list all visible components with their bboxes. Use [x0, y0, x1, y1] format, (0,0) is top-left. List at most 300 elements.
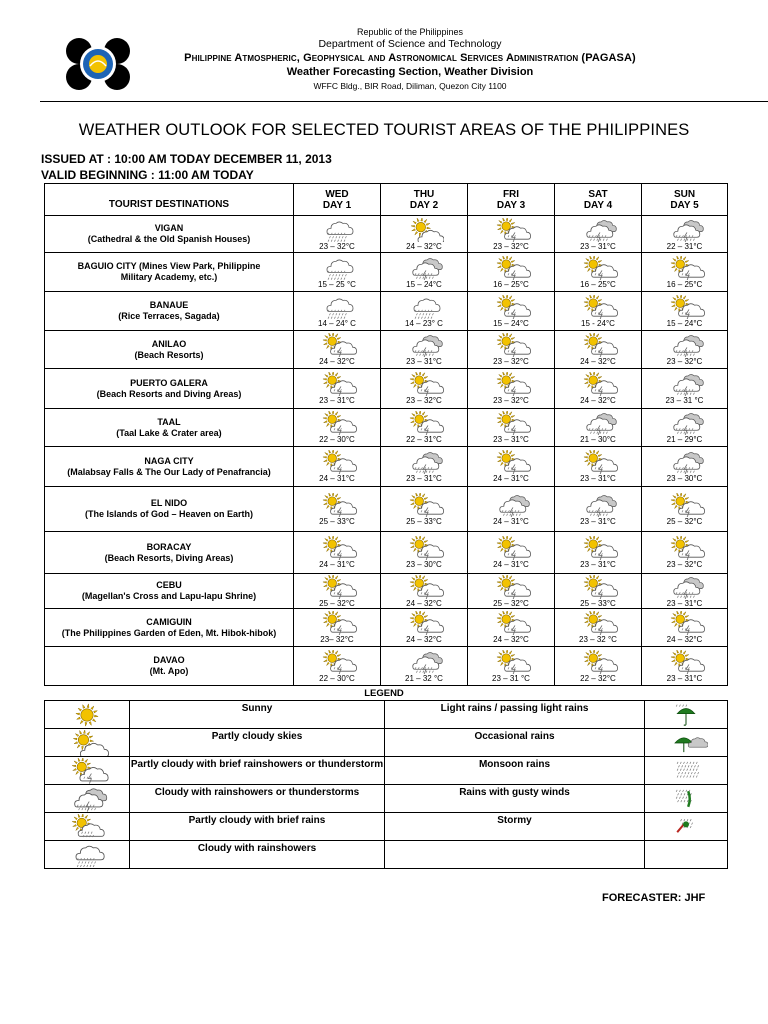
partly-cloudy-rain-icon	[578, 256, 618, 280]
partly-cloudy-rain-icon	[491, 372, 531, 396]
umbrella-cloud-icon	[664, 730, 708, 756]
forecast-cell	[468, 409, 555, 447]
legend-icon-cell	[645, 841, 728, 869]
legend-label	[385, 841, 645, 869]
forecast-cell	[555, 447, 642, 487]
forecast-cell	[294, 369, 381, 409]
legend-table	[44, 700, 728, 869]
temperature-range: 22 – 31°C	[666, 241, 703, 251]
legend-label: Partly cloudy skies	[130, 729, 385, 757]
forecast-cell	[555, 331, 642, 369]
partly-cloudy-rain-icon	[491, 536, 531, 560]
partly-cloudy-rain-icon	[317, 411, 357, 435]
temperature-range: 23 – 32°C	[493, 396, 529, 405]
cloudy-thunderstorms-icon	[404, 256, 444, 280]
forecast-cell	[294, 574, 381, 609]
destination-cell	[45, 447, 294, 487]
temperature-range: 23 – 32°C	[406, 396, 442, 405]
partly-cloudy-rain-icon	[491, 650, 531, 674]
destination-subtitle: (The Philippines Garden of Eden, Mt. Hibok-hibok)	[61, 627, 277, 638]
forecast-cell	[468, 574, 555, 609]
partly-cloudy-rain-icon	[404, 411, 444, 435]
legend-icon-cell	[45, 841, 130, 869]
temperature-range: 25 – 33°C	[406, 516, 442, 526]
destination-subtitle: (Rice Terraces, Sagada)	[118, 311, 220, 321]
forecast-cell	[294, 216, 381, 253]
forecast-cell	[642, 609, 728, 647]
partly-cloudy-rain-icon	[317, 650, 357, 674]
forecast-cell	[555, 532, 642, 574]
forecast-cell	[642, 216, 728, 253]
day-header	[642, 184, 728, 216]
temperature-range: 15 – 25 °C	[318, 279, 356, 289]
destination-subtitle: (Beach Resorts and Diving Areas)	[96, 388, 242, 399]
forecast-cell	[381, 253, 468, 292]
forecast-cell	[381, 409, 468, 447]
table-row	[45, 292, 728, 331]
header-divider	[40, 101, 768, 102]
temperature-range: 16 – 25°C	[493, 279, 529, 289]
legend-label: Stormy	[385, 813, 645, 841]
legend-row	[45, 813, 728, 841]
temperature-range: 23 – 30°C	[666, 474, 703, 483]
destination-subtitle: Military Academy, etc.)	[120, 272, 218, 282]
destination-name: TAAL	[157, 416, 181, 427]
forecaster: FORECASTER: JHF	[602, 892, 706, 904]
forecast-cell	[294, 409, 381, 447]
temperature-range: 23 – 31°C	[666, 598, 703, 608]
cloudy-thunderstorms-icon	[665, 450, 705, 474]
destination-name: BANAUE	[149, 300, 189, 310]
day-header	[555, 184, 642, 216]
umbrella-icon	[664, 702, 708, 728]
header-agency: Philippine Atmospheric, Geophysical and Astronomical Services Administration (PAGASA)	[184, 52, 636, 64]
temperature-range: 24 – 32°C	[406, 241, 442, 251]
partly-cloudy-rain-icon	[578, 372, 618, 396]
partly-cloudy-rain-icon	[317, 575, 357, 599]
forecast-cell	[555, 487, 642, 532]
temperature-range: 23 – 31°C	[580, 474, 616, 483]
temperature-range: 15 – 24°C	[493, 318, 529, 328]
forecast-cell	[555, 253, 642, 292]
legend-icon-cell	[45, 729, 130, 757]
legend-icon-cell	[45, 701, 130, 729]
legend-row	[45, 841, 728, 869]
legend-label: Light rains / passing light rains	[385, 701, 645, 729]
partly-cloudy-rain-icon	[491, 575, 531, 599]
temperature-range: 22 – 30°C	[319, 435, 355, 444]
temperature-range: 16 – 25°C	[580, 279, 616, 289]
destination-name: CAMIGUIN	[146, 616, 192, 627]
forecast-cell	[381, 447, 468, 487]
partly-cloudy-rain-icon	[665, 536, 705, 560]
partly-cloudy-rain-icon	[665, 493, 705, 517]
cloudy-thunderstorms-icon	[665, 411, 705, 435]
temperature-range: 24 – 32°C	[406, 598, 442, 608]
destination-name: BAGUIO CITY (Mines View Park, Philippine	[77, 261, 261, 271]
forecast-cell	[381, 369, 468, 409]
temperature-range: 24 – 32°C	[580, 357, 616, 366]
forecast-cell	[381, 609, 468, 647]
forecast-cell	[642, 574, 728, 609]
header-republic: Republic of the Philippines	[356, 27, 464, 37]
stormy-icon	[664, 814, 708, 840]
temperature-range: 23 – 31°C	[319, 396, 355, 405]
partly-cloudy-rain-icon	[578, 333, 618, 357]
destination-cell	[45, 609, 294, 647]
partly-cloudy-rain-icon	[665, 295, 705, 319]
partly-cloudy-rain-icon	[491, 256, 531, 280]
day-name: THU	[413, 188, 435, 200]
destination-subtitle: (Taal Lake & Crater area)	[116, 427, 222, 438]
temperature-range: 23 – 31°C	[580, 516, 616, 526]
destination-subtitle: (The Islands of God – Heaven on Earth)	[84, 509, 254, 519]
cloudy-thunderstorms-icon	[665, 372, 705, 396]
forecast-cell	[468, 609, 555, 647]
temperature-range: 24 – 32°C	[319, 357, 355, 366]
temperature-range: 21 – 30°C	[580, 435, 616, 444]
partly-cloudy-rain-icon	[578, 295, 618, 319]
temperature-range: 15 - 24°C	[581, 318, 615, 328]
forecast-cell	[555, 409, 642, 447]
partly-cloudy-rain-icon	[65, 758, 109, 784]
day-label: DAY 3	[496, 199, 526, 211]
day-label: DAY 2	[409, 199, 439, 211]
partly-cloudy-rain-icon	[317, 611, 357, 635]
forecast-cell	[555, 292, 642, 331]
forecast-cell	[381, 292, 468, 331]
temperature-range: 23 – 32°C	[666, 357, 703, 366]
forecast-cell	[642, 447, 728, 487]
partly-cloudy-rain-icon	[578, 650, 618, 674]
forecast-cell	[468, 487, 555, 532]
partly-cloudy-rain-icon	[665, 611, 705, 635]
legend-icon-cell	[45, 757, 130, 785]
partly-cloudy-rain-icon	[404, 372, 444, 396]
temperature-range: 21 – 32 °C	[405, 673, 443, 683]
day-label: DAY 4	[583, 199, 613, 211]
forecast-cell	[294, 532, 381, 574]
temperature-range: 23 – 32°C	[666, 560, 703, 569]
temperature-range: 24 – 31°C	[493, 560, 529, 569]
table-row	[45, 369, 728, 409]
destination-name: EL NIDO	[150, 498, 188, 508]
forecast-cell	[555, 369, 642, 409]
destinations-header: TOURIST DESTINATIONS	[45, 184, 294, 216]
header-section: Weather Forecasting Section, Weather Division	[286, 66, 534, 78]
partly-cloudy-rain-icon	[578, 450, 618, 474]
forecast-cell	[642, 532, 728, 574]
forecast-cell	[642, 292, 728, 331]
forecast-cell	[642, 369, 728, 409]
destination-subtitle: (Beach Resorts, Diving Areas)	[104, 552, 234, 563]
partly-cloudy-rain-icon	[317, 493, 357, 517]
table-row	[45, 647, 728, 686]
legend-label: Occasional rains	[385, 729, 645, 757]
legend-label: Sunny	[130, 701, 385, 729]
forecast-cell	[555, 647, 642, 686]
table-row	[45, 409, 728, 447]
temperature-range: 23 – 31°C	[580, 241, 616, 251]
forecast-cell	[381, 574, 468, 609]
partly-cloudy-rain-icon	[491, 333, 531, 357]
forecast-cell	[555, 574, 642, 609]
partly-cloudy-rain-icon	[317, 536, 357, 560]
forecast-cell	[294, 292, 381, 331]
forecast-cell	[294, 647, 381, 686]
forecast-cell	[294, 331, 381, 369]
legend-title: LEGEND	[364, 688, 404, 699]
partly-cloudy-rain-icon	[665, 650, 705, 674]
monsoon-rain-icon	[664, 758, 708, 784]
destination-name: BORACAY	[146, 541, 192, 552]
temperature-range: 24 – 31°C	[493, 474, 529, 483]
cloudy-thunderstorms-icon	[65, 786, 109, 812]
temperature-range: 15 – 24°C	[666, 318, 703, 328]
temperature-range: 23– 32°C	[320, 635, 354, 644]
forecast-cell	[555, 216, 642, 253]
destination-cell	[45, 369, 294, 409]
destination-cell	[45, 574, 294, 609]
forecast-cell	[468, 532, 555, 574]
day-name: SAT	[588, 188, 608, 200]
destination-cell	[45, 647, 294, 686]
partly-cloudy-rain-icon	[317, 450, 357, 474]
legend-label: Rains with gusty winds	[385, 785, 645, 813]
page-title: WEATHER OUTLOOK FOR SELECTED TOURIST AREAS OF THE PHILIPPINES	[78, 121, 690, 139]
temperature-range: 23 – 31°C	[666, 673, 703, 683]
forecast-cell	[468, 331, 555, 369]
forecast-cell	[381, 216, 468, 253]
gusty-rain-icon	[664, 786, 708, 812]
cloudy-thunderstorms-icon	[404, 450, 444, 474]
cloudy-rainshowers-icon	[404, 295, 444, 319]
partly-cloudy-rain-icon	[404, 536, 444, 560]
temperature-range: 23 – 31 °C	[492, 673, 530, 683]
partly-cloudy-rain-icon	[491, 450, 531, 474]
temperature-range: 14 – 24° C	[318, 318, 356, 328]
cloudy-thunderstorms-icon	[578, 411, 618, 435]
forecast-cell	[294, 609, 381, 647]
temperature-range: 23 – 32°C	[493, 241, 529, 251]
temperature-range: 25 – 32°C	[319, 598, 355, 608]
table-row	[45, 331, 728, 369]
forecast-cell	[294, 447, 381, 487]
destination-subtitle: (Beach Resorts)	[134, 349, 204, 360]
temperature-range: 16 – 25°C	[666, 279, 703, 289]
forecast-cell	[468, 253, 555, 292]
temperature-range: 24 – 32°C	[406, 635, 442, 644]
temperature-range: 25 – 32°C	[666, 516, 703, 526]
temperature-range: 23 – 31 °C	[665, 396, 704, 405]
legend-row	[45, 729, 728, 757]
forecast-cell	[642, 487, 728, 532]
partly-cloudy-brief-rain-icon	[65, 814, 109, 840]
temperature-range: 23 – 32°C	[493, 357, 529, 366]
cloudy-thunderstorms-icon	[578, 218, 618, 242]
legend-icon-cell	[645, 701, 728, 729]
partly-cloudy-rain-icon	[491, 295, 531, 319]
temperature-range: 24 – 31°C	[493, 516, 529, 526]
day-name: WED	[325, 188, 349, 200]
forecast-cell	[381, 487, 468, 532]
day-name: FRI	[502, 188, 520, 200]
valid-beginning: VALID BEGINNING : 11:00 AM TODAY	[41, 168, 254, 182]
day-header	[294, 184, 381, 216]
forecast-cell	[642, 331, 728, 369]
table-row	[45, 609, 728, 647]
forecast-cell	[468, 292, 555, 331]
table-row	[45, 532, 728, 574]
temperature-range: 22 – 31°C	[406, 435, 442, 444]
temperature-range: 25 – 32°C	[493, 598, 529, 608]
forecast-cell	[468, 369, 555, 409]
partly-cloudy-rain-icon	[317, 372, 357, 396]
forecast-cell	[468, 447, 555, 487]
table-row	[45, 253, 728, 292]
table-row	[45, 216, 728, 253]
temperature-range: 25 – 33°C	[319, 516, 355, 526]
temperature-range: 23 – 31°C	[493, 435, 529, 444]
forecast-cell	[642, 409, 728, 447]
temperature-range: 15 – 24°C	[406, 279, 442, 289]
destination-name: ANILAO	[151, 338, 187, 349]
pagasa-logo	[62, 36, 134, 92]
forecast-cell	[381, 331, 468, 369]
legend-row	[45, 701, 728, 729]
cloudy-thunderstorms-icon	[665, 218, 705, 242]
forecast-cell	[294, 253, 381, 292]
forecast-cell	[381, 532, 468, 574]
table-row	[45, 574, 728, 609]
header-address: WFFC Bldg., BIR Road, Diliman, Quezon City 1100	[313, 81, 507, 91]
partly-cloudy-icon	[65, 730, 109, 756]
temperature-range: 24 – 31°C	[319, 474, 355, 483]
partly-cloudy-rain-icon	[578, 536, 618, 560]
partly-cloudy-rain-icon	[578, 611, 618, 635]
temperature-range: 24 – 31°C	[319, 560, 355, 569]
forecast-cell	[381, 647, 468, 686]
destination-cell	[45, 216, 294, 253]
partly-cloudy-rain-icon	[317, 333, 357, 357]
cloudy-rainshowers-icon	[65, 842, 109, 868]
day-label: DAY 5	[670, 199, 699, 211]
temperature-range: 21 – 29°C	[666, 435, 703, 444]
legend-row	[45, 757, 728, 785]
destination-name: PUERTO GALERA	[130, 377, 208, 388]
cloudy-thunderstorms-icon	[404, 650, 444, 674]
destination-name: NAGA CITY	[144, 455, 194, 466]
legend-icon-cell	[45, 785, 130, 813]
legend-icon-cell	[645, 813, 728, 841]
legend-icon-cell	[645, 785, 728, 813]
cloudy-rainshowers-icon	[317, 256, 357, 280]
day-header	[381, 184, 468, 216]
cloudy-rainshowers-icon	[317, 218, 357, 242]
temperature-range: 23 – 30°C	[406, 560, 442, 569]
destination-cell	[45, 253, 294, 292]
day-header	[468, 184, 555, 216]
partly-cloudy-icon	[404, 218, 444, 242]
legend-label: Partly cloudy with brief rainshowers or thunderstorm	[130, 757, 385, 785]
temperature-range: 23 – 31°C	[406, 474, 442, 483]
destination-subtitle: (Cathedral & the Old Spanish Houses)	[87, 234, 251, 244]
partly-cloudy-rain-icon	[578, 575, 618, 599]
destination-cell	[45, 331, 294, 369]
legend-label: Cloudy with rainshowers or thunderstorms	[130, 785, 385, 813]
destination-subtitle: (Magellan's Cross and Lapu-lapu Shrine)	[81, 591, 257, 601]
table-row	[45, 487, 728, 532]
cloudy-thunderstorms-icon	[578, 493, 618, 517]
day-label: DAY 1	[322, 199, 352, 211]
destination-subtitle: (Mt. Apo)	[149, 666, 189, 676]
temperature-range: 25 – 33°C	[580, 598, 616, 608]
issued-at: ISSUED AT : 10:00 AM TODAY DECEMBER 11, 2013	[41, 152, 332, 166]
temperature-range: 23 – 31°C	[580, 560, 616, 569]
partly-cloudy-rain-icon	[491, 611, 531, 635]
destination-name: VIGAN	[154, 223, 184, 233]
partly-cloudy-rain-icon	[491, 218, 531, 242]
temperature-range: 24 – 32°C	[666, 635, 703, 644]
cloudy-thunderstorms-icon	[665, 575, 705, 599]
forecast-table	[44, 183, 728, 686]
temperature-range: 23 – 32 °C	[579, 635, 617, 644]
destination-name: DAVAO	[153, 655, 185, 665]
destination-name: CEBU	[156, 580, 182, 590]
forecast-header-row	[45, 184, 728, 216]
partly-cloudy-rain-icon	[491, 411, 531, 435]
partly-cloudy-rain-icon	[665, 256, 705, 280]
temperature-range: 23 – 31°C	[406, 357, 442, 366]
forecast-cell	[468, 216, 555, 253]
legend-icon-cell	[645, 729, 728, 757]
forecast-cell	[642, 253, 728, 292]
temperature-range: 23 – 32°C	[319, 241, 355, 251]
temperature-range: 22 – 32°C	[580, 673, 616, 683]
destination-subtitle: (Malabsay Falls & The Our Lady of Penafrancia)	[67, 466, 271, 477]
temperature-range: 24 – 32°C	[580, 396, 616, 405]
temperature-range: 14 – 23° C	[405, 318, 443, 328]
day-name: SUN	[673, 188, 696, 200]
partly-cloudy-rain-icon	[404, 611, 444, 635]
partly-cloudy-rain-icon	[404, 575, 444, 599]
legend-icon-cell	[45, 813, 130, 841]
table-row	[45, 447, 728, 487]
cloudy-thunderstorms-icon	[404, 333, 444, 357]
sunny-icon	[65, 702, 109, 728]
partly-cloudy-rain-icon	[404, 493, 444, 517]
temperature-range: 24 – 32°C	[493, 635, 529, 644]
destination-cell	[45, 409, 294, 447]
destination-cell	[45, 532, 294, 574]
forecast-cell	[468, 647, 555, 686]
forecast-cell	[642, 647, 728, 686]
temperature-range: 22 – 30°C	[319, 673, 355, 683]
forecast-cell	[555, 609, 642, 647]
cloudy-thunderstorms-icon	[665, 333, 705, 357]
forecast-cell	[294, 487, 381, 532]
legend-label: Cloudy with rainshowers	[130, 841, 385, 869]
header-department: Department of Science and Technology	[318, 38, 502, 50]
legend-icon-cell	[645, 757, 728, 785]
cloudy-thunderstorms-icon	[491, 493, 531, 517]
cloudy-rainshowers-icon	[317, 295, 357, 319]
legend-label: Monsoon rains	[385, 757, 645, 785]
destination-cell	[45, 292, 294, 331]
legend-row	[45, 785, 728, 813]
destination-cell	[45, 487, 294, 532]
legend-label: Partly cloudy with brief rains	[130, 813, 385, 841]
